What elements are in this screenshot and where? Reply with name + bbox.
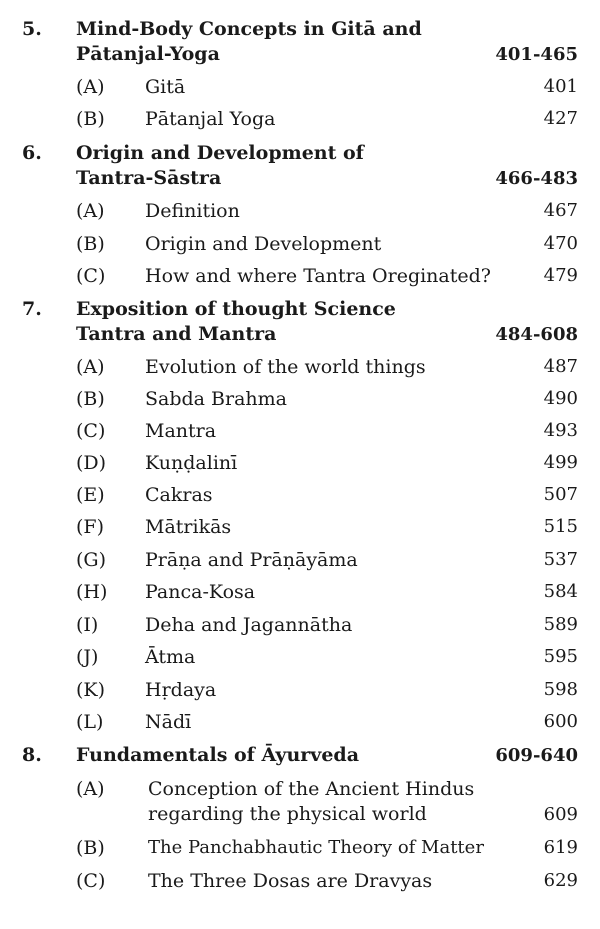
entry-page: 490: [543, 388, 578, 409]
entry-page: 619: [543, 837, 578, 858]
entry-title: Sabda Brahma: [145, 388, 287, 410]
section-pages: 609-640: [495, 745, 578, 766]
section-number: 6.: [22, 142, 42, 164]
entry-title: Evolution of the world things: [145, 356, 426, 378]
entry-letter: (C): [76, 420, 106, 442]
entry-page: 479: [543, 265, 578, 286]
section-title: Origin and Development of: [76, 142, 364, 164]
entry-letter: (B): [76, 233, 105, 255]
section-title: Mind-Body Concepts in Gitā and: [76, 18, 422, 40]
entry-letter: (B): [76, 388, 105, 410]
entry-title: Ātma: [145, 646, 196, 668]
entry-page: 493: [543, 420, 578, 441]
entry-letter: (L): [76, 711, 104, 733]
entry-letter: (B): [76, 837, 105, 859]
entry-page: 401: [543, 76, 578, 97]
entry-page: 427: [543, 108, 578, 129]
section-title: Tantra and Mantra: [76, 323, 277, 345]
entry-letter: (C): [76, 265, 106, 287]
entry-title: Panca-Kosa: [145, 581, 256, 603]
entry-title: Mātrikās: [145, 516, 232, 538]
section-title: Exposition of thought Science: [76, 298, 396, 320]
entry-title: Hṛdaya: [145, 679, 217, 701]
entry-letter: (I): [76, 614, 99, 636]
entry-page: 487: [543, 356, 578, 377]
entry-page: 537: [543, 549, 578, 570]
entry-page: 600: [543, 711, 578, 732]
entry-letter: (C): [76, 870, 106, 892]
section-title: Pātanjal-Yoga: [76, 43, 220, 65]
entry-title: Gitā: [145, 76, 186, 98]
entry-page: 589: [543, 614, 578, 635]
entry-title: Conception of the Ancient Hindus: [148, 778, 475, 800]
section-number: 5.: [22, 18, 42, 40]
entry-page: 584: [543, 581, 578, 602]
entry-page: 515: [543, 516, 578, 537]
entry-title: Prāṇa and Prāṇāyāma: [145, 549, 358, 571]
entry-title: Nādī: [145, 711, 192, 733]
entry-letter: (E): [76, 484, 105, 506]
entry-page: 470: [543, 233, 578, 254]
entry-page: 467: [543, 200, 578, 221]
section-title: Tantra-Sāstra: [76, 167, 222, 189]
entry-title: Definition: [145, 200, 240, 222]
entry-letter: (J): [76, 646, 99, 668]
entry-letter: (A): [76, 76, 105, 98]
section-title: Fundamentals of Āyurveda: [76, 744, 360, 766]
entry-title: Pātanjal Yoga: [145, 108, 276, 130]
entry-title: Deha and Jagannātha: [145, 614, 353, 636]
entry-title: The Three Dosas are Dravyas: [148, 870, 433, 892]
section-number: 7.: [22, 298, 42, 320]
entry-letter: (A): [76, 356, 105, 378]
section-pages: 484-608: [495, 324, 578, 345]
section-pages: 401-465: [495, 44, 578, 65]
entry-title: Kuṇḍalinī: [145, 452, 238, 474]
entry-letter: (A): [76, 778, 105, 800]
entry-page: 507: [543, 484, 578, 505]
entry-title: Mantra: [145, 420, 217, 442]
section-number: 8.: [22, 744, 42, 766]
entry-title: Cakras: [145, 484, 213, 506]
entry-page: 609: [543, 804, 578, 825]
entry-title: Origin and Development: [145, 233, 382, 255]
entry-title: The Panchabhautic Theory of Matter: [148, 837, 484, 858]
entry-page: 629: [543, 870, 578, 891]
entry-letter: (G): [76, 549, 107, 571]
entry-letter: (K): [76, 679, 106, 701]
entry-title: How and where Tantra Oreginated?: [145, 265, 491, 287]
entry-page: 598: [543, 679, 578, 700]
entry-title: regarding the physical world: [148, 803, 427, 825]
entry-letter: (A): [76, 200, 105, 222]
entry-letter: (D): [76, 452, 107, 474]
entry-page: 595: [543, 646, 578, 667]
section-pages: 466-483: [495, 168, 578, 189]
entry-page: 499: [543, 452, 578, 473]
entry-letter: (B): [76, 108, 105, 130]
entry-letter: (H): [76, 581, 108, 603]
entry-letter: (F): [76, 516, 105, 538]
